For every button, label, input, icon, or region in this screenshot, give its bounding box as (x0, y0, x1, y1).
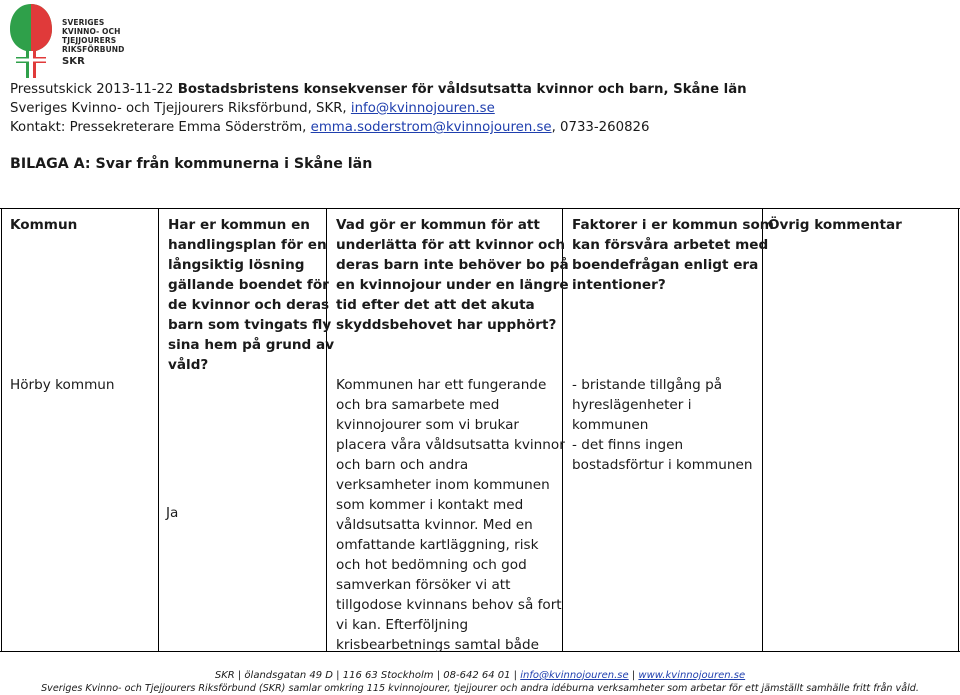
press-title: Bostadsbristens konsekvenser för våldsutsatta kvinnor och barn, Skåne län (177, 82, 747, 97)
table-col-divider-1 (158, 208, 159, 652)
header-handlingsplan-line: sina hem på grund av (168, 337, 335, 353)
org-email-link[interactable]: info@kvinnojouren.se (350, 101, 495, 116)
table-border-right (958, 208, 959, 652)
header-faktorer (572, 215, 774, 295)
header-underlatta-line: underlätta för att kvinnor och (336, 237, 566, 253)
header-faktorer-line: intentioner? (572, 277, 666, 293)
header-kommun: Kommun (10, 217, 78, 233)
row-underlatta-line: och hot bedömning och god (336, 557, 527, 573)
logo-line-4: SKR (62, 56, 85, 67)
header-handlingsplan-line: handlingsplan för en (168, 237, 327, 253)
footer-contact-text: SKR | ölandsgatan 49 D | 116 63 Stockholm | 08-642 64 01 | (214, 670, 518, 681)
header-underlatta (336, 215, 569, 335)
row-underlatta-line: placera våra våldsutsatta kvinnor (336, 437, 565, 453)
logo-text (62, 18, 168, 69)
row-underlatta-line: och barn och andra (336, 457, 469, 473)
contact-text: Kontakt: Pressekreterare Emma Söderström, (10, 120, 307, 135)
contact-email-link[interactable]: emma.soderstrom@kvinnojouren.se (310, 120, 552, 135)
header-underlatta-line: tid efter det att det akuta (336, 297, 535, 313)
row-underlatta-line: Kommunen har ett fungerande (336, 377, 547, 393)
header-handlingsplan (168, 215, 334, 375)
row-underlatta-line: vi kan. Efterföljning (336, 617, 469, 633)
footer-contact-line (0, 669, 960, 682)
footer-about-line (0, 682, 960, 695)
header-ovrig: Övrig kommentar (768, 217, 902, 233)
table-border-left (1, 208, 2, 652)
contact-line (10, 118, 649, 137)
header-handlingsplan-line: barn som tvingats fly (168, 317, 332, 333)
footer-separator: | (631, 670, 636, 681)
row-underlatta-line: samverkan försöker vi att (336, 577, 511, 593)
footer-about-text: Sveriges Kvinno- och Tjejjourers Riksförbund (SKR) samlar omkring 115 kvinnojourer, tjejjourer och andra idéburna verksamheter som arbetar för ett jämställt samhälle fritt från våld. (41, 683, 919, 694)
row-faktorer-line: - det finns ingen (572, 437, 684, 453)
header-underlatta-line: en kvinnojour under en längre (336, 277, 569, 293)
contact-phone: , 0733-260826 (551, 120, 650, 135)
row-handlingsplan: Ja (166, 505, 179, 521)
row-underlatta-line: som kommer i kontakt med (336, 497, 524, 513)
logo-mark-icon (8, 2, 54, 80)
row-underlatta-line: tillgodose kvinnans behov så fort (336, 597, 562, 613)
row-faktorer-line: bostadsförtur i kommunen (572, 457, 753, 473)
org-text: Sveriges Kvinno- och Tjejjourers Riksförbund, SKR, (10, 101, 347, 116)
header-underlatta-line: skyddsbehovet har upphört? (336, 317, 557, 333)
logo-line-3: RIKSFÖRBUND (62, 45, 125, 54)
row-faktorer-line: kommunen (572, 417, 649, 433)
header-handlingsplan-line: de kvinnor och deras (168, 297, 330, 313)
org-line (10, 99, 495, 118)
footer-web-link[interactable]: www.kvinnojouren.se (638, 670, 746, 681)
header-handlingsplan-line: Har er kommun en (168, 217, 310, 233)
header-handlingsplan-line: långsiktig lösning (168, 257, 305, 273)
row-underlatta-line: kvinnojourer som vi brukar (336, 417, 520, 433)
header-underlatta-line: Vad gör er kommun för att (336, 217, 540, 233)
logo-line-2: KVINNO- OCH TJEJJOURERS (62, 27, 121, 45)
header-handlingsplan-line: våld? (168, 357, 209, 373)
table-border-top (0, 208, 960, 209)
row-underlatta (336, 375, 565, 655)
row-underlatta-line: krisbearbetnings samtal både (336, 637, 539, 653)
header-faktorer-line: kan försvåra arbetet med (572, 237, 769, 253)
row-underlatta-line: våldsutsatta kvinnor. Med en (336, 517, 533, 533)
row-underlatta-line: verksamheter inom kommunen (336, 477, 550, 493)
logo-line-1: SVERIGES (62, 18, 105, 27)
row-faktorer-line: - bristande tillgång på (572, 377, 723, 393)
row-underlatta-line: och bra samarbete med (336, 397, 500, 413)
header-faktorer-line: Faktorer i er kommun som (572, 217, 774, 233)
row-faktorer (572, 375, 752, 475)
bilaga-title: BILAGA A: Svar från kommunerna i Skåne län (10, 156, 373, 172)
footer-email-link[interactable]: info@kvinnojouren.se (520, 670, 629, 681)
header-underlatta-line: deras barn inte behöver bo på (336, 257, 569, 273)
header-faktorer-line: boendefrågan enligt era (572, 257, 759, 273)
skr-logo (8, 2, 168, 80)
press-line (10, 80, 747, 99)
row-underlatta-line: omfattande kartläggning, risk (336, 537, 539, 553)
row-faktorer-line: hyreslägenheter i (572, 397, 692, 413)
press-prefix: Pressutskick 2013-11-22 (10, 82, 174, 97)
header-handlingsplan-line: gällande boendet för (168, 277, 329, 293)
row-kommun: Hörby kommun (10, 377, 115, 393)
